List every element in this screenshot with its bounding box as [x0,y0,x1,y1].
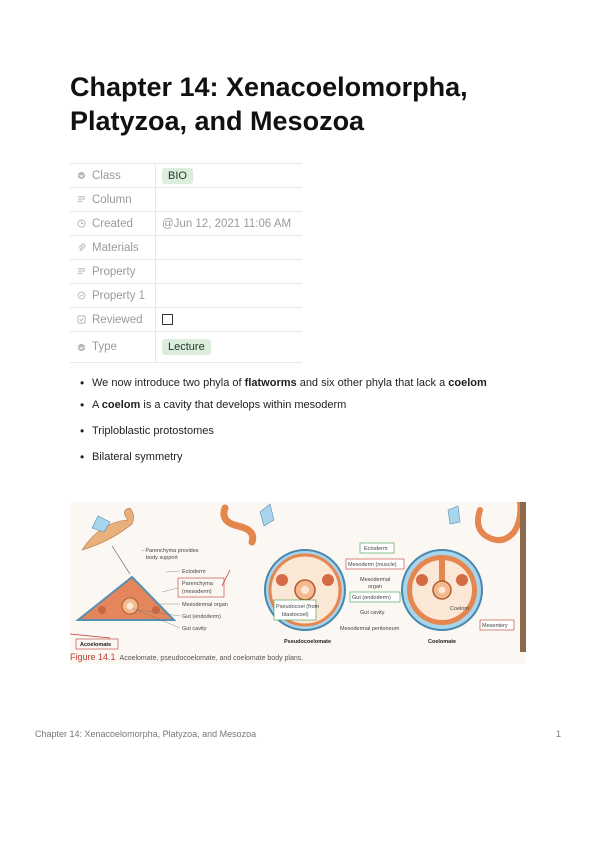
figure-label: body support [146,555,178,561]
property-name: Column [92,193,132,206]
property-value [156,236,302,259]
list-item: • We now introduce two phyla of flatworms and six other phyla that lack a coelom [80,376,510,391]
property-name: Materials [92,241,139,254]
property-value [156,260,302,283]
link-icon [76,291,86,301]
bullet-list [80,376,510,476]
text-icon [76,195,86,205]
figure-label: Gut (endoderm) [352,595,391,601]
list-item: • Triploblastic protostomes [80,424,510,439]
attachment-icon [76,243,86,253]
figure-label: Ectoderm [364,546,388,552]
checkbox-icon [76,315,86,325]
created-date: @Jun 12, 2021 11:06 AM [162,217,292,230]
footer-title: Chapter 14: Xenacoelomorpha, Platyzoa, and Mesozoa [35,729,257,739]
class-tag: BIO [162,168,193,184]
figure-label: Mesodermal organ [182,602,228,608]
property-row-created[interactable] [70,212,302,236]
select-icon [76,342,86,352]
property-row-property-1[interactable] [70,284,302,308]
body-plans-figure [70,502,526,664]
page-number: 1 [556,729,562,739]
text-icon [76,267,86,277]
figure-label: - Parenchyma provides [142,548,199,554]
figure-label: Mesodermal peritoneum [340,626,400,632]
figure-label: (mesoderm) [182,589,212,595]
figure-label: Pseudocoel (from [276,604,320,610]
figure-label: Parenchyma [182,581,213,587]
figure-label: Ectoderm [182,569,206,575]
figure-label: Mesodermal [360,577,391,583]
figure-label: Mesentery [482,623,508,629]
figure-label: Mesoderm (muscle) [348,562,397,568]
property-row-type[interactable] [70,332,302,363]
figure-label: Gut cavity [182,626,207,632]
type-tag: Lecture [162,339,211,355]
figure-label: Pseudocoelomate [284,639,332,645]
property-name: Created [92,217,133,230]
property-name: Property [92,265,136,278]
figure-label: Gut cavity [360,610,385,616]
body-plans-illustration [70,502,526,652]
figure-label: Acoelomate [80,642,112,648]
figure-label: Coelomate [428,639,457,645]
figure-label: blastocoel) [282,612,309,618]
property-name: Property 1 [92,289,146,302]
figure-label: Gut (endoderm) [182,614,221,620]
select-icon [76,171,86,181]
property-row-materials[interactable] [70,236,302,260]
list-item: • A coelom is a cavity that develops within mesoderm [80,398,510,413]
property-name: Reviewed [92,313,143,326]
figure-label: Coelom [450,606,469,612]
page-title: Chapter 14: Xenacoelomorpha, Platyzoa, and Mesozoa [70,72,468,136]
property-row-reviewed[interactable] [70,308,302,332]
property-name: Class [92,169,121,182]
reviewed-checkbox[interactable] [162,314,173,325]
property-row-column[interactable] [70,188,302,212]
property-value [156,284,302,307]
property-value [156,188,302,211]
figure-caption: Figure 14.1 Acoelomate, pseudocoelomate, and coelomate body plans. [70,652,304,662]
properties-table [70,163,302,363]
property-row-class[interactable] [70,164,302,188]
clock-icon [76,219,86,229]
list-item: • Bilateral symmetry [80,450,510,465]
property-name: Type [92,341,117,353]
figure-label: organ [368,584,383,590]
property-row-property[interactable] [70,260,302,284]
